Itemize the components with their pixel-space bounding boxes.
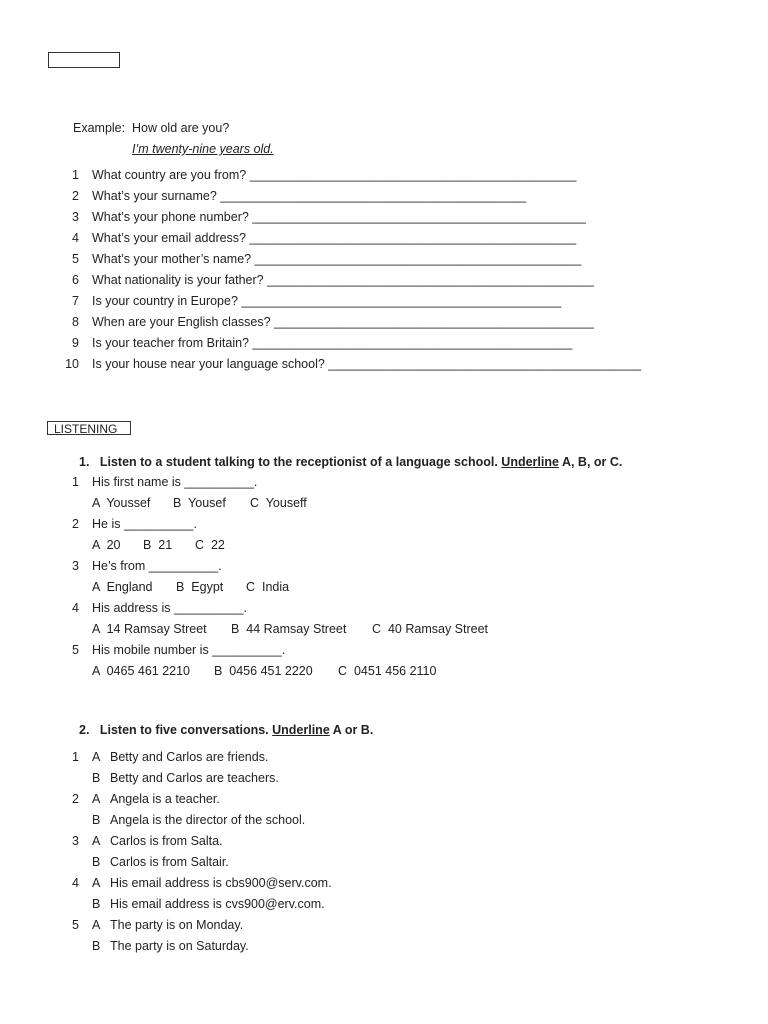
task1-item-text: He is __________. [92, 517, 197, 531]
task2-item-number: 5 [72, 918, 79, 932]
task2-letter-a: A [92, 876, 101, 890]
task2-item-number: 2 [72, 792, 79, 806]
task1-number: 1. [79, 455, 90, 469]
task2-title-end: A or B. [329, 723, 374, 737]
question-number: 6 [72, 273, 79, 287]
task1-item-text: His mobile number is __________. [92, 643, 286, 657]
task1-option: A England [92, 580, 153, 594]
task2-item-number: 1 [72, 750, 79, 764]
question-number: 2 [72, 189, 79, 203]
question-number: 5 [72, 252, 79, 266]
task1-option: A 20 [92, 538, 121, 552]
task2-option-b: Betty and Carlos are teachers. [110, 771, 279, 785]
question-number: 4 [72, 231, 79, 245]
task1-option: A 0465 461 2210 [92, 664, 191, 678]
task1-item-text: His address is __________. [92, 601, 247, 615]
question-number: 10 [65, 357, 79, 371]
task2-underline-word: Underline [272, 723, 330, 737]
example-answer: I’m twenty-nine years old. [132, 142, 274, 156]
task2-option-b: Angela is the director of the school. [110, 813, 306, 827]
question-number: 7 [72, 294, 79, 308]
question-text: What nationality is your father? _______________________________________________ [92, 273, 594, 287]
task2-option-b: His email address is cvs900@erv.com. [110, 897, 325, 911]
task2-letter-a: A [92, 834, 101, 848]
task2-option-a: His email address is cbs900@serv.com. [110, 876, 332, 890]
task1-option: B 44 Ramsay Street [231, 622, 347, 636]
task1-item-text: His first name is __________. [92, 475, 258, 489]
task2-letter-a: A [92, 750, 101, 764]
task2-number: 2. [79, 723, 90, 737]
question-text: When are your English classes? ______________________________________________ [92, 315, 594, 329]
task2-option-b: The party is on Saturday. [110, 939, 249, 953]
task2-letter-b: B [92, 813, 101, 827]
example-label: Example: [73, 121, 126, 135]
listening-label: LISTENING [47, 421, 131, 435]
task1-option: C 22 [195, 538, 225, 552]
task1-item-number: 2 [72, 517, 79, 531]
task2-option-a: Carlos is from Salta. [110, 834, 223, 848]
task1-item-text: He’s from __________. [92, 559, 222, 573]
task1-item-number: 5 [72, 643, 79, 657]
task1-option: C Youseff [250, 496, 307, 510]
question-number: 8 [72, 315, 79, 329]
task2-option-b: Carlos is from Saltair. [110, 855, 229, 869]
task1-item-number: 1 [72, 475, 79, 489]
question-number: 1 [72, 168, 79, 182]
task1-heading [79, 455, 622, 470]
task2-letter-b: B [92, 855, 101, 869]
example-question: How old are you? [132, 121, 230, 135]
question-number: 9 [72, 336, 79, 350]
question-text: What’s your email address? _______________________________________________ [92, 231, 577, 245]
task2-option-a: Betty and Carlos are friends. [110, 750, 269, 764]
question-text: Is your house near your language school? _____________________________________________ [92, 357, 642, 371]
empty-header-box [48, 52, 120, 68]
question-text: What’s your mother’s name? _______________________________________________ [92, 252, 582, 266]
task1-item-number: 4 [72, 601, 79, 615]
question-text: What’s your phone number? ________________________________________________ [92, 210, 586, 224]
task2-item-number: 3 [72, 834, 79, 848]
task1-option: B Egypt [176, 580, 224, 594]
task2-letter-b: B [92, 897, 101, 911]
task1-item-number: 3 [72, 559, 79, 573]
task2-letter-a: A [92, 792, 101, 806]
question-text: What country are you from? _______________________________________________ [92, 168, 577, 182]
question-text: What’s your surname? ____________________________________________ [92, 189, 527, 203]
task2-title-text: Listen to five conversations. [99, 723, 273, 737]
task1-option: B Yousef [173, 496, 226, 510]
task2-option-a: The party is on Monday. [110, 918, 244, 932]
task2-heading [79, 723, 373, 738]
task1-option: C India [246, 580, 290, 594]
task2-item-number: 4 [72, 876, 79, 890]
task1-underline-word: Underline [501, 455, 559, 469]
question-text: Is your country in Europe? ______________________________________________ [92, 294, 562, 308]
task1-option: C 0451 456 2110 [338, 664, 437, 678]
task2-option-a: Angela is a teacher. [110, 792, 220, 806]
task1-option: A Youssef [92, 496, 151, 510]
task1-option: C 40 Ramsay Street [372, 622, 489, 636]
task1-option: B 0456 451 2220 [214, 664, 313, 678]
task2-letter-b: B [92, 939, 101, 953]
question-number: 3 [72, 210, 79, 224]
task1-option: B 21 [143, 538, 173, 552]
task2-letter-a: A [92, 918, 101, 932]
question-text: Is your teacher from Britain? ______________________________________________ [92, 336, 573, 350]
task1-title-text: Listen to a student talking to the receptionist of a language school. [99, 455, 502, 469]
task1-title-end: A, B, or C. [558, 455, 623, 469]
task1-option: A 14 Ramsay Street [92, 622, 207, 636]
task2-letter-b: B [92, 771, 101, 785]
